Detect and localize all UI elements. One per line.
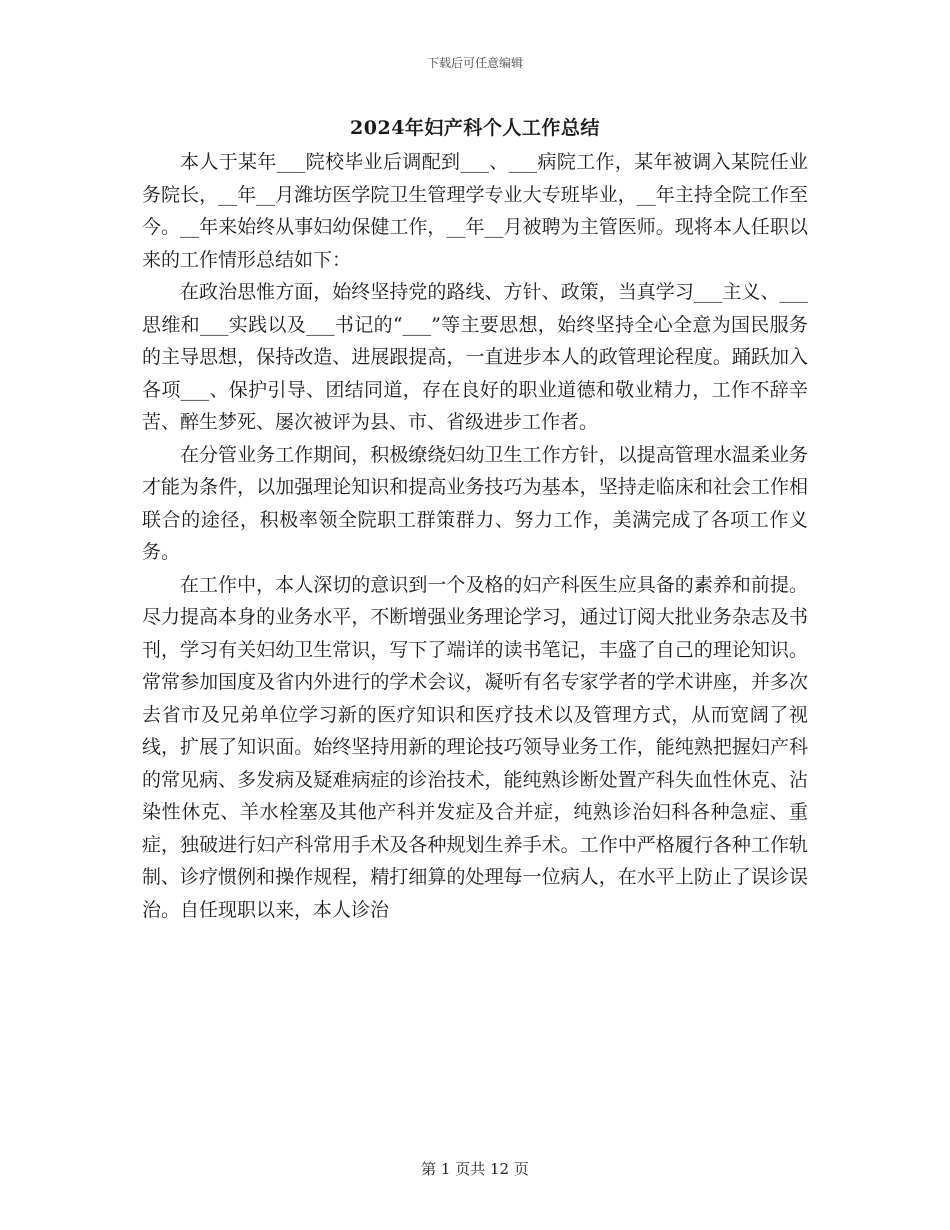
- header-note: 下载后可任意编辑: [426, 56, 523, 70]
- paragraph: 在工作中，本人深切的意识到一个及格的妇产科医生应具备的素养和前提。尽力提高本身的业务水平，不断增强业务理论学习，通过订阅大批业务杂志及书刊，学习有关妇幼卫生常识，写下了端详的读书笔记，丰盛了自己的理论知识。常常参加国度及省内外进行的学术会议，凝听有名专家学者的学术讲座，并多次去省市及兄弟单位学习新的医疗知识和医疗技术以及管理方式，从而宽阔了视线，扩展了知识面。始终坚持用新的理论技巧领导业务工作，能纯熟把握妇产科的常见病、多发病及疑难病症的诊治技术，能纯熟诊断处置产科失血性休克、沾染性休克、羊水栓塞及其他产科并发症及合并症，纯熟诊治妇科各种急症、重症，独破进行妇产科常用手术及各种规划生养手术。工作中严格履行各种工作轨制、诊疗惯例和操作规程，精打细算的处理每一位病人，在水平上防止了误诊误治。自任现职以来，本人诊治: [142, 573, 808, 921]
- page-footer: 第 1 页共 12 页: [421, 1160, 529, 1178]
- paragraph: 在分管业务工作期间，积极缭绕妇幼卫生工作方针，以提高管理水温柔业务才能为条件，以加强理论知识和提高业务技巧为基本，坚持走临床和社会工作相联合的途径，积极率领全院职工群策群力、努力工作，美满完成了各项工作义务。: [142, 443, 808, 563]
- paragraph: 本人于某年___院校毕业后调配到___、___病院工作，某年被调入某院任业务院长，__年__月潍坊医学院卫生管理学专业大专班毕业，__年主持全院工作至今。__年来始终从事妇幼保健工作，__年__月被聘为主管医师。现将本人任职以来的工作情形总结如下：: [142, 151, 808, 271]
- document-body: [142, 146, 808, 926]
- document-title: 2024年妇产科个人工作总结: [350, 117, 600, 139]
- paragraph: 在政治思惟方面，始终坚持党的路线、方针、政策，当真学习___主义、___思维和___实践以及___书记的“___”等主要思想，始终坚持全心全意为国民服务的主导思想，保持改造、进展跟提高，一直进步本人的政管理论程度。踊跃加入各项___、保护引导、团结同道，存在良好的职业道德和敬业精力，工作不辞辛苦、醉生梦死、屡次被评为县、市、省级进步工作者。: [142, 281, 808, 433]
